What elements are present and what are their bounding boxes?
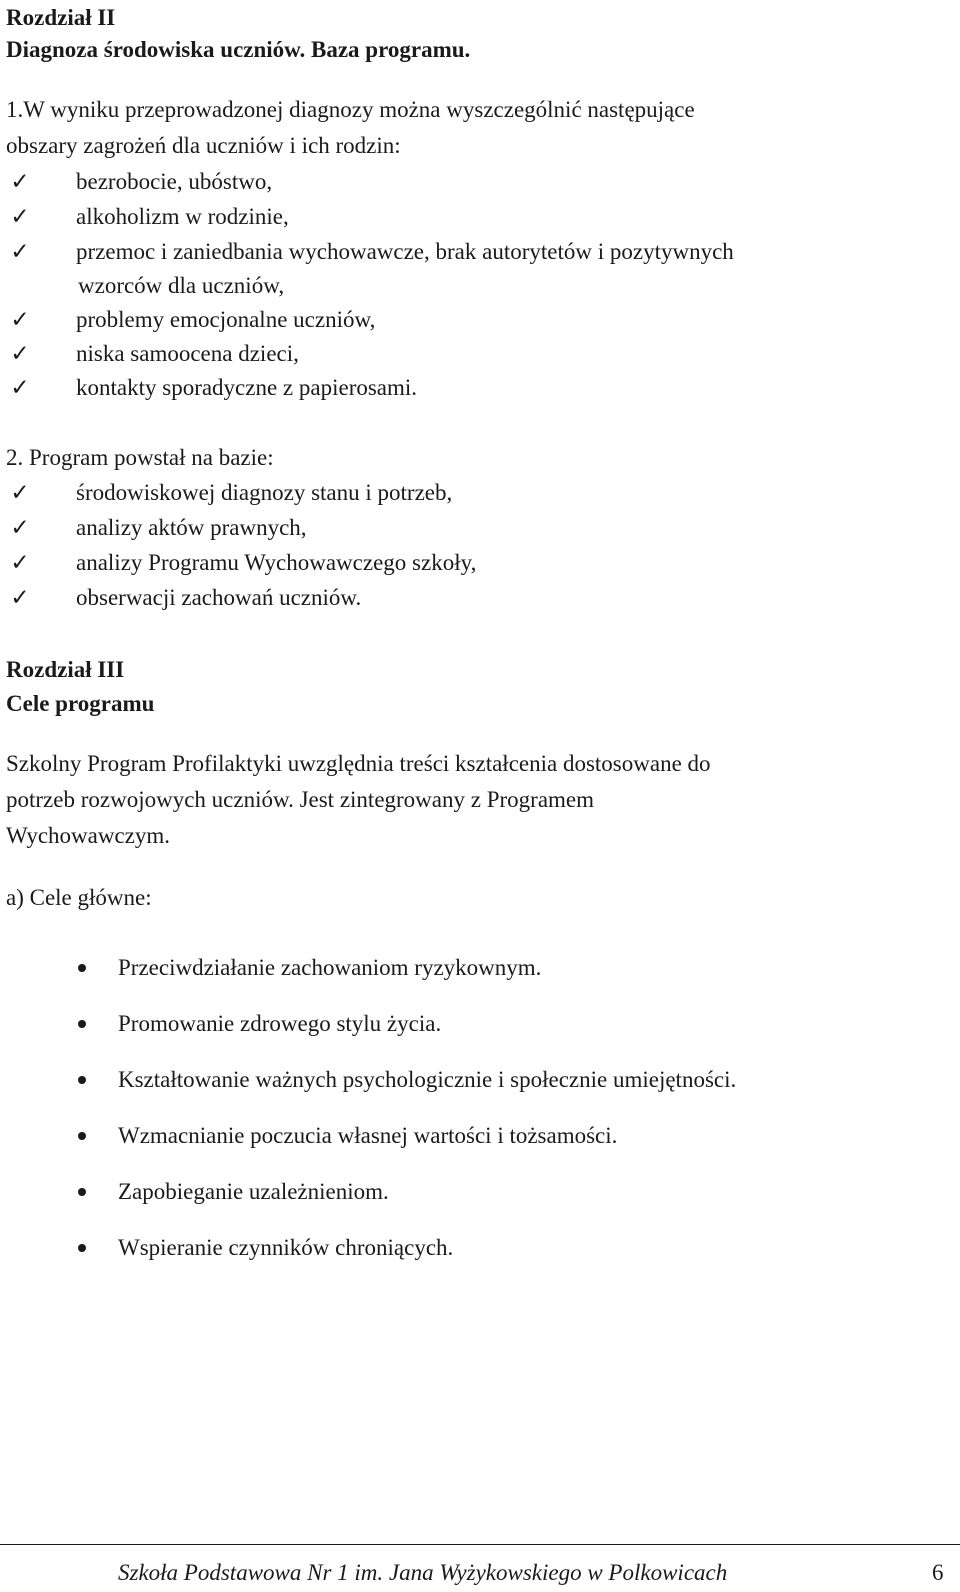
list-item bbox=[6, 203, 289, 231]
goals-label: a) Cele główne: bbox=[6, 885, 152, 910]
list-item bbox=[6, 479, 452, 507]
chapter-heading: Rozdział II bbox=[6, 5, 116, 30]
list-item bbox=[6, 514, 307, 542]
checkmark-icon: ✓ bbox=[10, 239, 30, 264]
list-item-text: przemoc i zaniedbania wychowawcze, brak autorytetów i pozytywnych bbox=[76, 239, 734, 264]
checkmark-icon: ✓ bbox=[10, 307, 30, 332]
checkmark-icon: ✓ bbox=[10, 204, 30, 229]
paragraph-text: potrzeb rozwojowych uczniów. Jest zintegrowany z Programem bbox=[6, 787, 595, 812]
list-item-text: analizy Programu Wychowawczego szkoły, bbox=[76, 550, 477, 575]
checkmark-icon: ✓ bbox=[10, 515, 30, 540]
intro-text: 1.W wyniku przeprowadzonej diagnozy można wyszczególnić następujące bbox=[6, 97, 695, 122]
checkmark-icon: ✓ bbox=[10, 169, 30, 194]
checkmark-icon: ✓ bbox=[10, 480, 30, 505]
list-item-text: Wspieranie czynników chroniących. bbox=[118, 1235, 454, 1260]
bullet-icon bbox=[78, 1244, 86, 1252]
chapter-title: Cele programu bbox=[6, 691, 155, 716]
list-item-text: Kształtowanie ważnych psychologicznie i społecznie umiejętności. bbox=[118, 1067, 737, 1092]
footer-school-name: Szkoła Podstawowa Nr 1 im. Jana Wyżykowskiego w Polkowicach bbox=[118, 1560, 728, 1585]
list-item-text: Wzmacnianie poczucia własnej wartości i tożsamości. bbox=[118, 1123, 618, 1148]
bullet-icon bbox=[78, 964, 86, 972]
list-item bbox=[6, 549, 476, 577]
checkmark-icon: ✓ bbox=[10, 341, 30, 366]
list-item bbox=[6, 168, 272, 196]
list-item-continuation: wzorców dla uczniów, bbox=[78, 273, 285, 298]
page-number: 6 bbox=[932, 1560, 944, 1585]
list-item-text: Zapobieganie uzależnieniom. bbox=[118, 1179, 389, 1204]
list-item-text: środowiskowej diagnozy stanu i potrzeb, bbox=[76, 480, 453, 505]
list-item bbox=[6, 374, 417, 402]
list-item-text: kontakty sporadyczne z papierosami. bbox=[76, 375, 418, 400]
list-item-text: analizy aktów prawnych, bbox=[76, 515, 307, 540]
list-item-text: problemy emocjonalne uczniów, bbox=[76, 307, 376, 332]
list-item-text: Przeciwdziałanie zachowaniom ryzykownym. bbox=[118, 955, 542, 980]
list-item bbox=[6, 306, 375, 334]
list-item-text: alkoholizm w rodzinie, bbox=[76, 204, 289, 229]
checkmark-icon: ✓ bbox=[10, 550, 30, 575]
bullet-icon bbox=[78, 1132, 86, 1140]
bullet-icon bbox=[78, 1020, 86, 1028]
list-item bbox=[6, 238, 734, 266]
paragraph-text: Szkolny Program Profilaktyki uwzględnia treści kształcenia dostosowane do bbox=[6, 751, 711, 776]
bullet-icon bbox=[78, 1076, 86, 1084]
list-item bbox=[6, 584, 361, 612]
intro-text: obszary zagrożeń dla uczniów i ich rodzin: bbox=[6, 133, 401, 158]
chapter-heading: Rozdział III bbox=[6, 657, 125, 682]
paragraph-text: Wychowawczym. bbox=[6, 823, 171, 848]
footer-divider bbox=[0, 1544, 960, 1545]
section-intro: 2. Program powstał na bazie: bbox=[6, 445, 274, 470]
list-item-text: bezrobocie, ubóstwo, bbox=[76, 169, 273, 194]
list-item-text: niska samoocena dzieci, bbox=[76, 341, 299, 366]
checkmark-icon: ✓ bbox=[10, 585, 30, 610]
checkmark-icon: ✓ bbox=[10, 375, 30, 400]
list-item-text: obserwacji zachowań uczniów. bbox=[76, 585, 362, 610]
bullet-icon bbox=[78, 1188, 86, 1196]
chapter-title: Diagnoza środowiska uczniów. Baza programu. bbox=[6, 37, 471, 62]
list-item-text: Promowanie zdrowego stylu życia. bbox=[118, 1011, 442, 1036]
list-item bbox=[6, 340, 299, 368]
